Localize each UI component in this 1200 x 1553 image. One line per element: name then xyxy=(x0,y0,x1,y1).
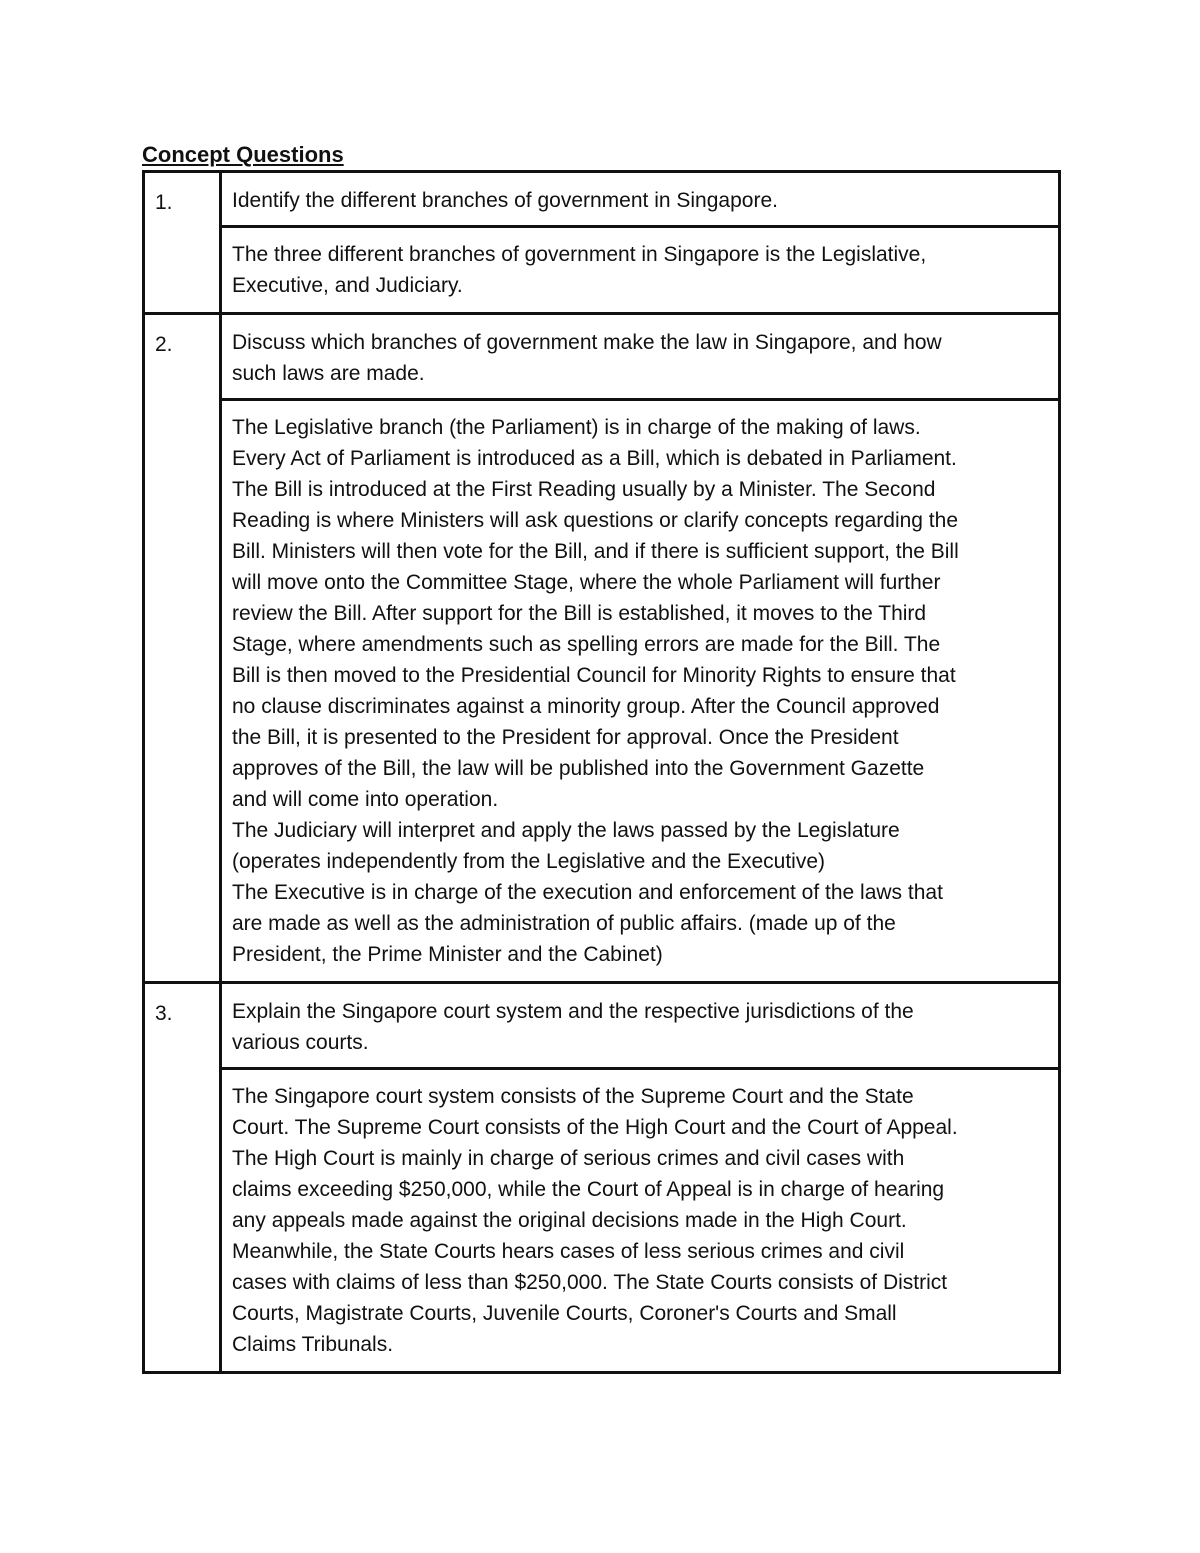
question-row-1 xyxy=(144,172,1060,227)
answer-text-2: The Legislative branch (the Parliament) is in charge of the making of laws. Every Act of Parliament is introduced as a Bill, which is debated in Parliament. The Bill is introduced at the First Reading usually by a Minister. The Second Reading is where Ministers will ask questions or clarify concepts regarding the Bill. Ministers will then vote for the Bill, and if there is sufficient support, the Bill will move onto the Committee Stage, where the whole Parliament will further review the Bill. After support for the Bill is established, it moves to the Third Stage, where amendments such as spelling errors are made for the Bill. The Bill is then moved to the Presidential Council for Minority Rights to ensure that no clause discriminates against a minority group. After the Council approved the Bill, it is presented to the President for approval. Once the President approves of the Bill, the law will be published into the Government Gazette and will come into operation. The Judiciary will interpret and apply the laws passed by the Legislature (operates independently from the Legislative and the Executive) The Executive is in charge of the execution and enforcement of the laws that are made as well as the administration of public affairs. (made up of the President, the Prime Minister and the Cabinet) xyxy=(232,416,959,966)
item-number-1: 1. xyxy=(155,191,173,214)
answer-cell-2 xyxy=(221,400,1060,983)
answer-row-2 xyxy=(144,400,1060,983)
question-row-3 xyxy=(144,983,1060,1069)
question-text-1: Identify the different branches of government in Singapore. xyxy=(232,189,778,212)
answer-row-1 xyxy=(144,227,1060,314)
question-cell-2 xyxy=(221,314,1060,400)
concept-questions-table xyxy=(142,170,1061,1374)
question-text-3: Explain the Singapore court system and the respective jurisdictions of the various courts. xyxy=(232,1000,914,1054)
question-row-2 xyxy=(144,314,1060,400)
item-number-3: 3. xyxy=(155,1002,173,1025)
item-number-2: 2. xyxy=(155,333,173,356)
question-cell-1 xyxy=(221,172,1060,227)
answer-text-3: The Singapore court system consists of the Supreme Court and the State Court. The Supreme Court consists of the High Court and the Court of Appeal. The High Court is mainly in charge of serious crimes and civil cases with claims exceeding $250,000, while the Court of Appeal is in charge of hearing any appeals made against the original decisions made in the High Court. Meanwhile, the State Courts hears cases of less serious crimes and civil cases with claims of less than $250,000. The State Courts consists of District Courts, Magistrate Courts, Juvenile Courts, Coroner's Courts and Small Claims Tribunals. xyxy=(232,1085,958,1356)
page-title: Concept Questions xyxy=(142,142,344,167)
answer-cell-3 xyxy=(221,1069,1060,1373)
answer-text-1: The three different branches of government in Singapore is the Legislative, Executive, and Judiciary. xyxy=(232,243,927,297)
item-number-cell-1 xyxy=(144,172,221,314)
item-number-cell-2 xyxy=(144,314,221,983)
item-number-cell-3 xyxy=(144,983,221,1373)
answer-row-3 xyxy=(144,1069,1060,1373)
question-cell-3 xyxy=(221,983,1060,1069)
question-text-2: Discuss which branches of government make the law in Singapore, and how such laws are made. xyxy=(232,331,942,385)
answer-cell-1 xyxy=(221,227,1060,314)
